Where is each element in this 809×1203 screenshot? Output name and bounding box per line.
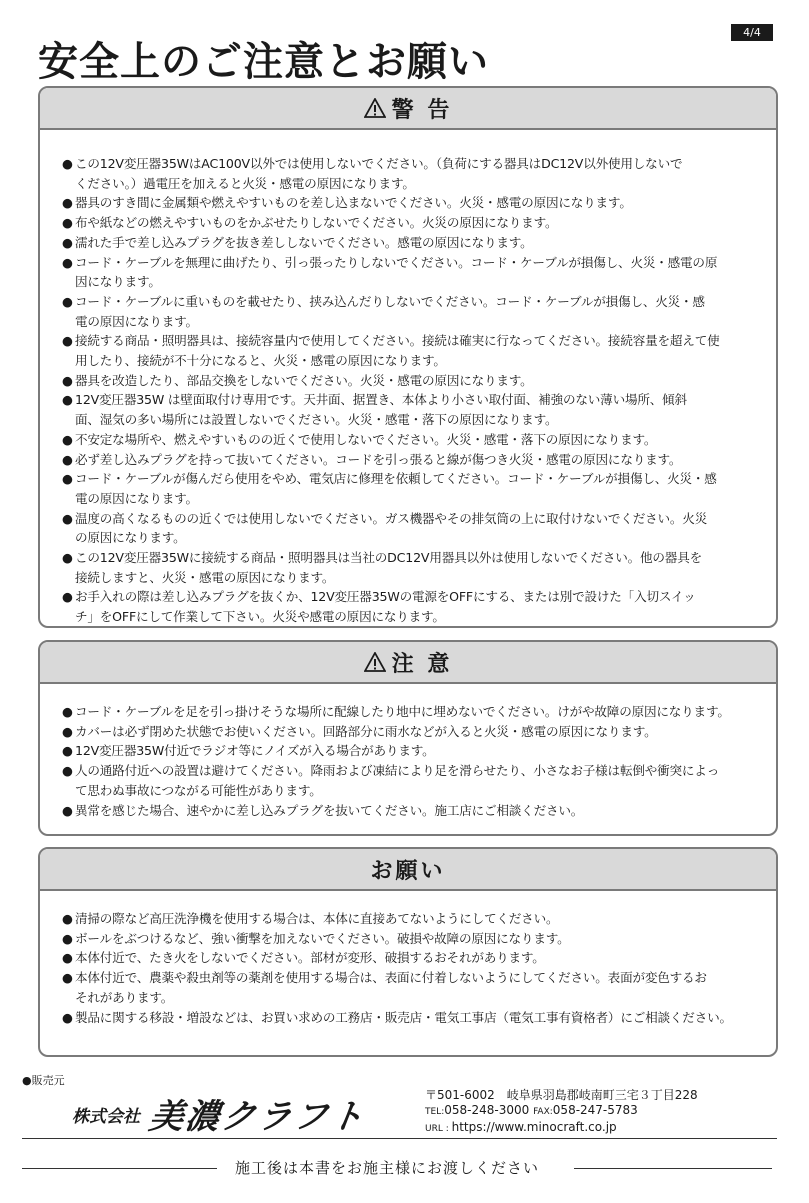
seller-divider [22,1081,772,1082]
list-item [62,154,768,193]
bullet-icon: ● [62,471,73,487]
request-header [40,849,776,891]
item-text: この12V変圧器35Wに接続する商品・照明器具は当社のDC12V用器具以外は使用しないでください。他の器具を 接続しますと、火災・感電の原因になります。 [75,550,702,585]
url-label: URL : [425,1124,452,1134]
company-prefix: 株式会社 [72,1107,140,1127]
item-text: 製品に関する移設・増設などは、お買い求めの工務店・販売店・電気工事店（電気工事有資格者）にご相談ください。 [75,1009,732,1025]
bullet-icon: ● [62,763,73,779]
item-text: ボールをぶつけるなど、強い衝撃を加えないでください。破損や故障の原因になります。 [75,930,570,946]
bullet-icon: ● [62,1009,73,1025]
list-item [62,968,768,1007]
warning-header [40,88,776,130]
item-text: この12V変圧器35WはAC100V以外では使用しないでください。（負荷にする器具はDC12V以外使用しないで ください。）過電圧を加えると火災・感電の原因になります。 [75,156,683,191]
list-item [62,371,768,391]
caution-triangle-icon [364,652,386,672]
fax-number: 058-247-5783 [552,1103,638,1117]
list-item [62,702,768,722]
bottom-divider [22,1138,777,1139]
list-item [62,929,768,949]
tel-label: TEL: [425,1107,445,1117]
item-text: 12V変圧器35W は壁面取付け専用です。天井面、据置き、本体より小さい取付面、補強のない薄い場所、傾斜 面、湿気の多い場所には設置しないでください。火災・感電・落下の原因になります。 [75,392,687,428]
seller-line [22,1074,772,1088]
list-item [62,253,768,292]
item-text: カバーは必ず閉めた状態でお使いください。回路部分に雨水などが入ると火災・感電の原因になります。 [75,723,657,739]
address-block [425,1088,698,1137]
item-text: 清掃の際など高圧洗浄機を使用する場合は、本体に直接あてないようにしてください。 [75,911,559,926]
item-text: 必ず差し込みプラグを持って抜いてください。コードを引っ張ると線が傷つき火災・感電の原因になります。 [75,451,682,467]
footer-note: 施工後は本書をお施主様にお渡しください [235,1159,540,1177]
list-item [62,509,768,548]
bullet-icon: ● [62,743,73,759]
request-title: お願い [370,858,446,884]
request-section [38,847,778,1057]
bullet-icon: ● [62,156,73,171]
item-text: お手入れの際は差し込みプラグを抜くか、12V変圧器35Wの電源をOFFにする、または別で設けた「入切スイッ チ」をOFFにして作業して下さい。火災や感電の原因になります。 [75,589,696,625]
list-item [62,469,768,508]
caution-header [40,642,776,684]
warning-list [62,154,768,627]
list-item [62,233,768,253]
bullet-icon: ● [62,234,73,250]
seller-label: ●販売元 [22,1074,71,1088]
list-item [62,948,768,968]
bullet-icon: ● [62,589,73,605]
company-logo: 美濃クラフト [146,1097,369,1137]
list-item [62,213,768,233]
list-item [62,587,768,626]
list-item [62,909,768,929]
bullet-icon: ● [62,930,73,946]
bullet-icon: ● [62,704,73,719]
bullet-icon: ● [62,950,73,966]
bullet-icon: ● [62,970,73,986]
bullet-icon: ● [62,431,73,447]
list-item [62,193,768,213]
caution-list [62,702,768,820]
website [425,1120,698,1137]
bullet-icon: ● [62,195,73,211]
item-text: 本体付近で、たき火をしないでください。部材が変形、破損するおそれがあります。 [75,950,545,966]
list-item [62,430,768,450]
item-text: 温度の高くなるものの近くでは使用しないでください。ガス機器やその排気筒の上に取付けないでください。火災 の原因になります。 [75,510,708,546]
bullet-icon: ● [62,510,73,526]
item-text: 12V変圧器35W付近でラジオ等にノイズが入る場合があります。 [75,743,435,759]
bullet-icon: ● [62,550,73,566]
bullet-icon: ● [62,802,73,818]
list-item [62,741,768,761]
list-item [62,390,768,429]
bullet-icon: ● [62,215,73,231]
item-text: 不安定な場所や、燃えやすいものの近くで使用しないでください。火災・感電・落下の原因になります。 [75,431,657,447]
item-text: 本体付近で、農薬や殺虫剤等の薬剤を使用する場合は、表面に付着しないようにしてください。表面が変色するお それがあります。 [75,970,707,1005]
list-item [62,1008,768,1028]
list-item [62,548,768,587]
list-item [62,801,768,821]
item-text: コード・ケーブルに重いものを載せたり、挟み込んだりしないでください。コード・ケーブルが損傷し、火災・感 電の原因になります。 [75,293,705,329]
bullet-icon: ● [62,372,73,388]
page-number: 4/4 [731,24,773,41]
item-text: コード・ケーブルが傷んだら使用をやめ、電気店に修理を依頼してください。コード・ケーブルが損傷し、火災・感 電の原因になります。 [75,471,717,506]
bullet-icon: ● [62,723,73,739]
warning-triangle-icon [364,98,386,118]
item-text: 濡れた手で差し込みプラグを抜き差ししないでください。感電の原因になります。 [75,234,533,250]
footer-rule-left [22,1168,217,1169]
item-text: 器具のすき間に金属類や燃えやすいものを差し込まないでください。火災・感電の原因になります。 [75,195,632,211]
bullet-icon: ● [62,392,73,408]
bullet-icon: ● [62,333,73,349]
request-list [62,909,768,1027]
warning-section [38,86,778,628]
footer-rule-right [574,1168,772,1169]
page-title: 安全上のご注意とお願い [38,39,489,85]
list-item [62,722,768,742]
list-item [62,450,768,470]
tel-number: 058-248-3000 [444,1103,530,1117]
item-text: 異常を感じた場合、速やかに差し込みプラグを抜いてください。施工店にご相談ください。 [75,802,584,818]
caution-title: 注 意 [391,651,453,677]
item-text: コード・ケーブルを足を引っ掛けそうな場所に配線したり地中に埋めないでください。けがや故障の原因になります。 [75,704,730,719]
item-text: 人の通路付近への設置は避けてください。降雨および凍結により足を滑らせたり、小さなお子様は転倒や衝突によっ て思わぬ事故につながる可能性があります。 [75,763,720,798]
list-item [62,331,768,370]
phone-fax [425,1103,698,1120]
list-item [62,292,768,331]
item-text: コード・ケーブルを無理に曲げたり、引っ張ったりしないでください。コード・ケーブルが損傷し、火災・感電の原 因になります。 [75,254,718,290]
bullet-icon: ● [62,254,73,270]
bullet-icon: ● [62,293,73,309]
caution-section [38,640,778,836]
warning-title: 警 告 [391,97,453,123]
fax-label: FAX: [533,1107,553,1117]
bullet-icon: ● [62,451,73,467]
footer [22,1158,772,1178]
address: 〒501-6002 岐阜県羽島郡岐南町三宅３丁目228 [425,1088,698,1102]
item-text: 接続する商品・照明器具は、接続容量内で使用してください。接続は確実に行なってください。接続容量を超えて使 用したり、接続が不十分になると、火災・感電の原因になります。 [75,333,720,369]
item-text: 器具を改造したり、部品交換をしないでください。火災・感電の原因になります。 [75,372,533,388]
bullet-icon: ● [62,911,73,926]
item-text: 布や紙などの燃えやすいものをかぶせたりしないでください。火災の原因になります。 [75,215,558,231]
website-link[interactable]: https://www.minocraft.co.jp [451,1120,617,1134]
list-item [62,761,768,800]
